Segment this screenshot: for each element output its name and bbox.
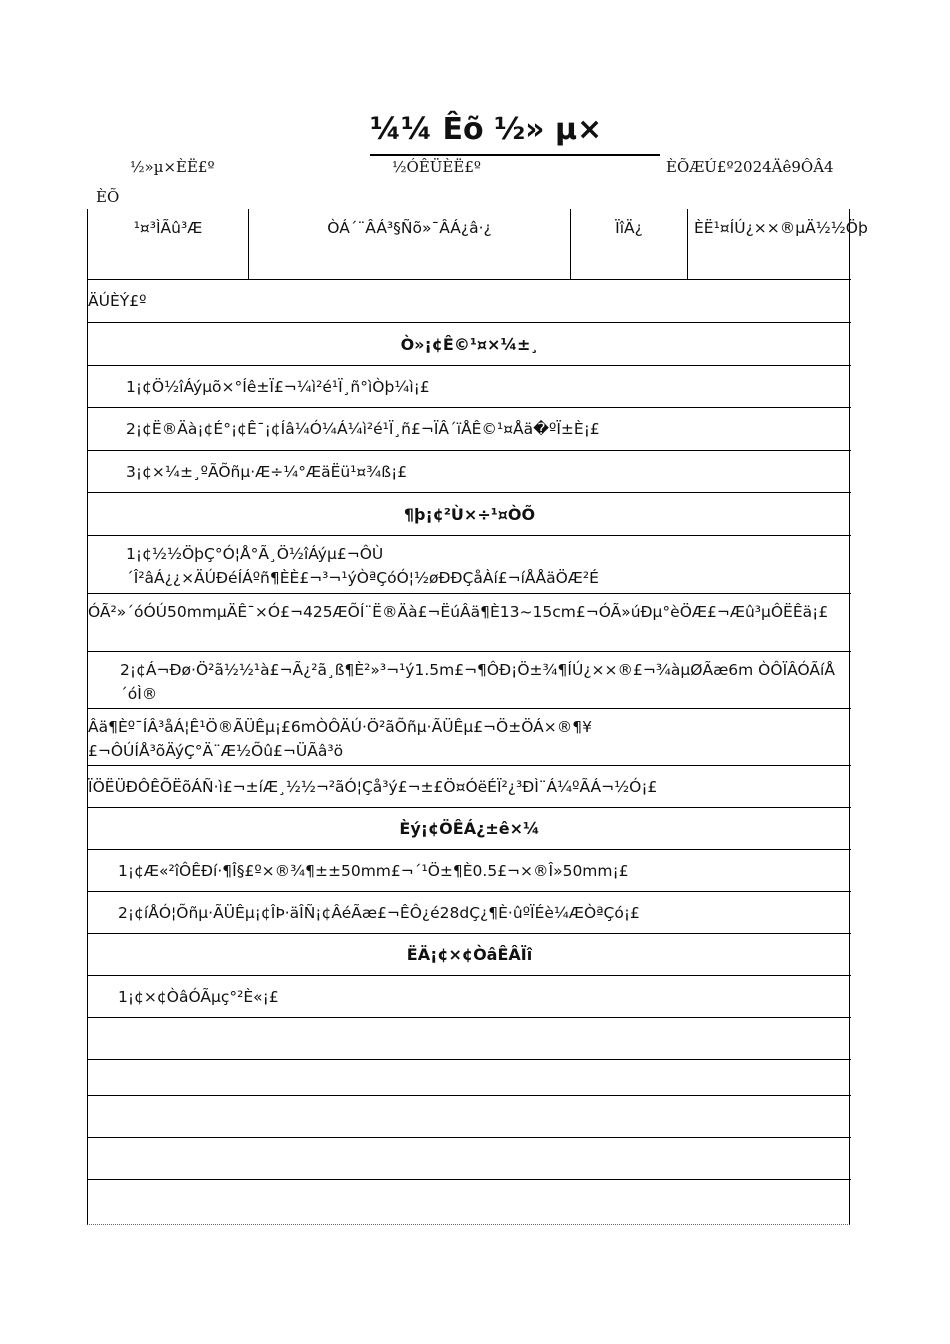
list-item [88, 891, 851, 933]
list-item-text: 1¡¢½½ÖþÇ°Ó¦Å°Ã¸Ö½îÁýµ£¬ÔÙ´Î²âÁ¿¿×ÄÚÐéÍÁºñ¶ÈÈ£¬³¬¹ýÒªÇóÓ¦½øÐÐÇåÀí£¬íÅÅäÖÆ²É [126, 545, 599, 587]
blank-row [88, 1059, 851, 1095]
section-row [88, 807, 851, 849]
list-item [88, 651, 851, 708]
list-item [88, 849, 851, 891]
project-name-label: ¹¤³ÌÃû³Æ [88, 209, 249, 279]
handover-person-label: ½»µ×ÈË£º [130, 158, 215, 176]
list-item-text: 3¡¢×¼±¸ºÃÕñµ·Æ÷¼°ÆäËü¹¤¾ß¡£ [126, 462, 408, 481]
list-item [88, 365, 851, 407]
list-item-text: 1¡¢Æ«²îÔÊÐí·¶Î§£º×®¾¶±±50mm£¬´¹Ö±¶È0.5£¬×®Î»50mm¡£ [118, 861, 629, 880]
list-item [88, 975, 851, 1017]
document-title: ¼¼ Êõ ½» µ× [370, 112, 660, 156]
list-item [88, 407, 851, 450]
list-item-text: 2¡¢Á¬Ðø·Ö²ã½½¹à£¬Ã¿²ã¸ß¶È²»³¬¹ý1.5m£¬¶ÔÐ¡Ö±¾¶ÍÚ¿××®£¬¾àµØÃæ6m ÒÔÏÂÓÃíÅ´óÌ® [120, 661, 835, 703]
section-row [88, 492, 851, 535]
list-item-text: 1¡¢Ö½îÁýµõ×°Íê±Ï£¬¼ì²é¹Ï¸ñ°ìÒþ¼ì¡£ [126, 377, 430, 396]
list-item-text: 1¡¢×¢ÒâÓÃµç°²È«¡£ [118, 987, 279, 1006]
blank-row [88, 1095, 851, 1137]
section-heading: ¶þ¡¢²Ù×÷¹¤ÒÕ [403, 504, 536, 524]
list-item [88, 450, 851, 492]
project-name-value: ÒÁ´¨ÂÁ³§Ñõ»¯ÂÁ¿â·¿ [249, 209, 571, 279]
item-label: ÏîÄ¿ [571, 209, 688, 279]
section-heading: ËÄ¡¢×¢ÒâÊÂÏî [406, 945, 533, 964]
disclosure-table [87, 209, 868, 1225]
list-item [88, 535, 851, 593]
list-item-text: 2¡¢Ë®Äà¡¢É°¡¢Ê¯¡¢Íâ¼Ó¼Á¼ì²é¹Ï¸ñ£¬ÏÂ´ïÅÊ©¹¤Åä�ºÏ±È¡£ [126, 420, 600, 438]
list-item [88, 708, 851, 765]
section-row [88, 322, 851, 365]
content-label: ÄÚÈÝ£º [88, 292, 147, 310]
list-item-text: 2¡¢íÅÓ¦Õñµ·ÃÜÊµ¡¢ÎÞ·äÎÑ¡¢ÂéÃæ£¬ÊÔ¿é28dÇ¿¶È·ûºÏÉè¼ÆÒªÇó¡£ [118, 903, 640, 922]
section-heading: Èý¡¢ÖÊÁ¿±ê×¼ [399, 819, 540, 838]
date-label: ÈÕÆÚ£º2024Äê9ÔÂ4 [666, 158, 834, 176]
date-label-continued: ÈÕ [96, 188, 120, 206]
blank-row [88, 1017, 851, 1059]
blank-row [88, 1179, 851, 1225]
list-item [88, 593, 851, 651]
list-item [88, 765, 851, 807]
list-item-text: Âä¶Èº¯ÍÂ³åÁ¦Ê¹Ö®ÃÜÊµ¡£6mÒÔÄÚ·Ö²ãÕñµ·ÃÜÊµ£¬Ö±ÖÁ×®¶¥£¬ÔÚÍÅ³õÄýÇ°Ä¨Æ½Õû£¬ÜÃâ³ö [88, 718, 592, 760]
table-header-row [88, 209, 868, 279]
list-item-text: ÏÖËÜÐÔÊÕËõÁÑ·ì£¬±íÆ¸½½¬²ãÓ¦Çå³ý£¬±£Ö¤ÓëÉÏ²¿³ÐÌ¨Á¼ºÃÁ¬½Ó¡£ [88, 777, 658, 796]
content-label-row [88, 279, 851, 322]
receiver-label: ½ÓÊÜÈË£º [392, 158, 481, 176]
list-item-text: ÓÃ²»´óÓÚ50mmµÄÊ¯×Ó£¬425ÆÕÍ¨Ë®Äà£¬ËúÂä¶È13~15cm£¬ÓÃ»úÐµ°èÖÆ£¬Æû³µÔËÊä¡£ [88, 603, 829, 621]
item-value: ÈË¹¤ÍÚ¿××®µÄ½½Öþ [694, 219, 868, 237]
blank-row [88, 1137, 851, 1179]
section-heading: Ò»¡¢Ê©¹¤×¼±¸ [400, 334, 539, 354]
section-row [88, 933, 851, 975]
